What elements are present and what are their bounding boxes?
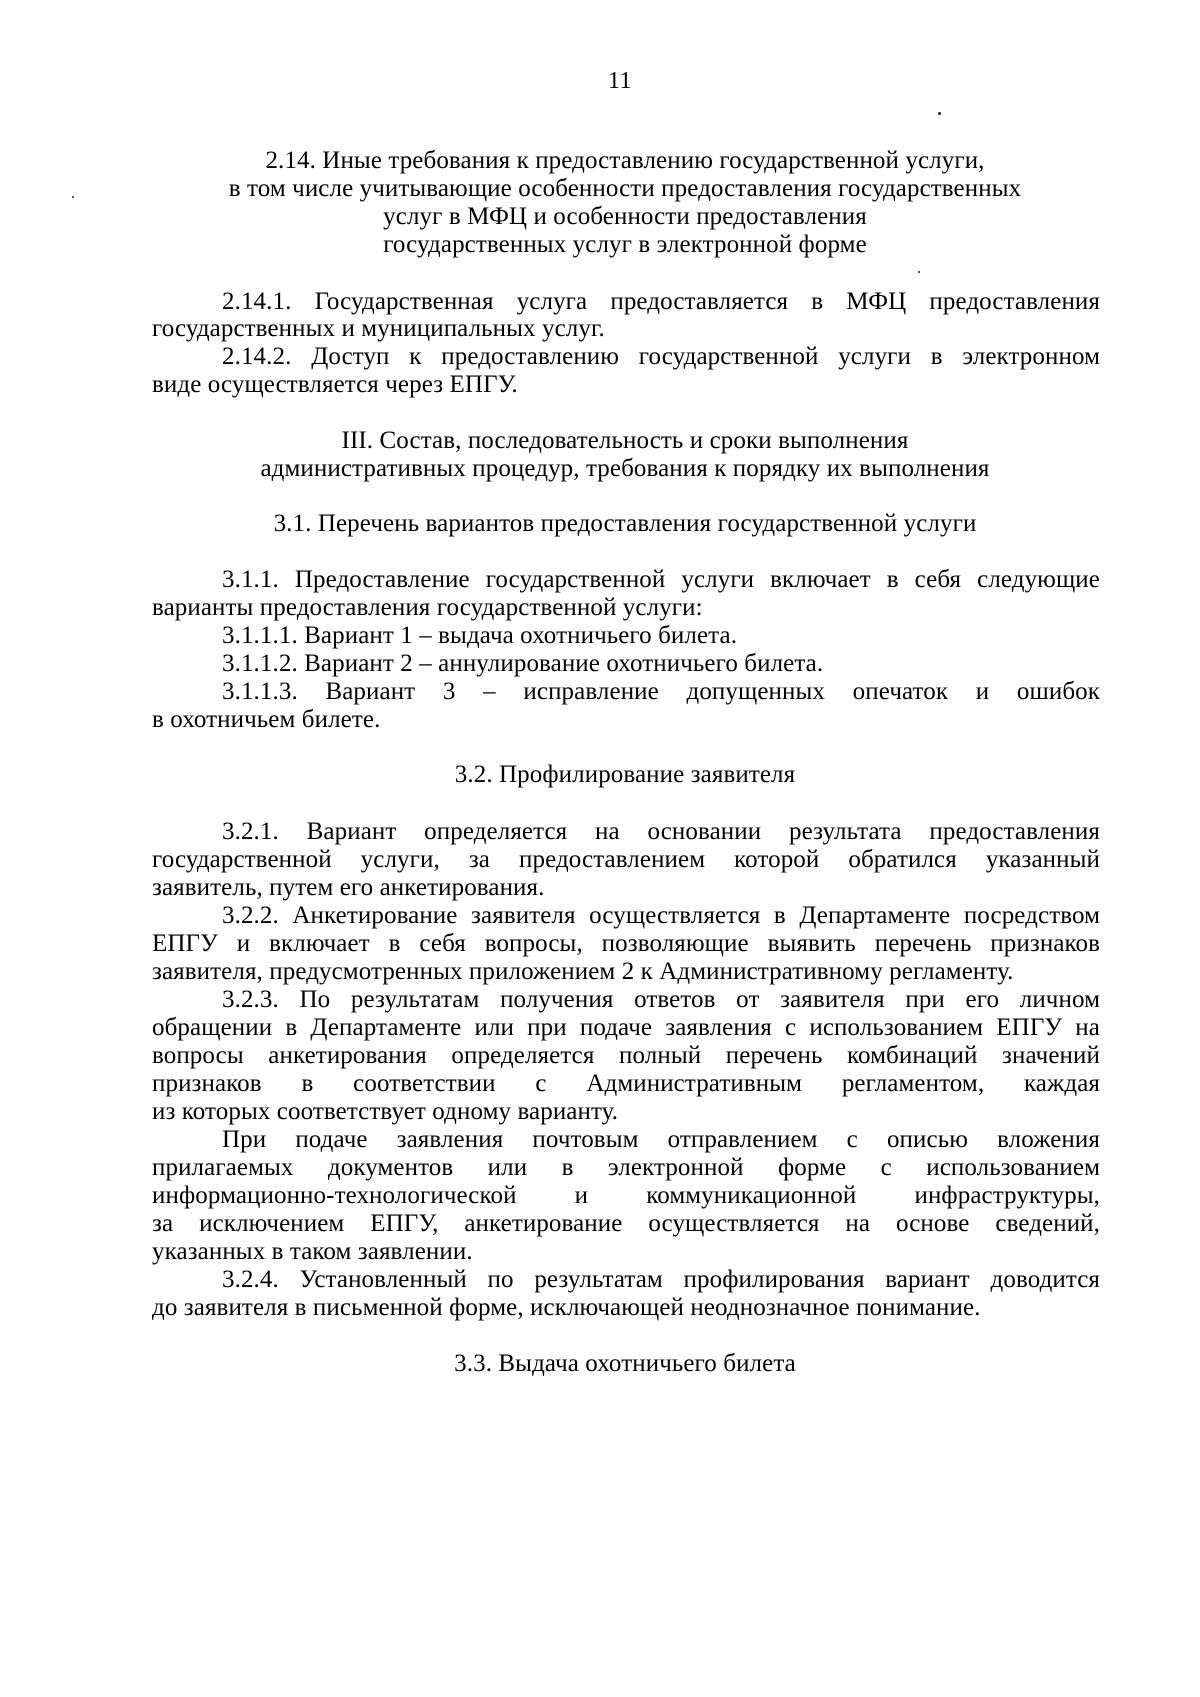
scan-speck [938,112,941,115]
paragraph-line: информационно-технологической и коммуникационной инфраструктуры, [152,1182,1100,1209]
paragraph-line: 3.2.1. Вариант определяется на основании результата предоставления [222,818,1100,845]
paragraph-line: обращении в Департаменте или при подаче заявления с использованием ЕПГУ на [152,1014,1100,1041]
heading-line: 2.14. Иные требования к предоставлению государственной услуги, [265,147,985,174]
paragraph-line: При подаче заявления почтовым отправлением с описью вложения [222,1126,1100,1153]
heading-line: III. Состав, последовательность и сроки выполнения [341,427,909,454]
section-3-1-heading: 3.1. Перечень вариантов предоставления государственной услуги [273,510,977,537]
paragraph-line: в охотничьем билете. [152,706,381,733]
heading-line: административных процедур, требования к порядку их выполнения [260,455,990,482]
paragraph-line: варианты предоставления государственной услуги: [152,594,703,621]
paragraph-line: до заявителя в письменной форме, исключающей неоднозначное понимание. [152,1294,981,1321]
scan-speck [918,271,920,273]
paragraph-line: 2.14.1. Государственная услуга предоставляется в МФЦ предоставления [222,288,1100,315]
variant-2: 3.1.1.2. Вариант 2 – аннулирование охотничьего билета. [222,650,824,677]
paragraph-line: ЕПГУ и включает в себя вопросы, позволяющие выявить перечень признаков [152,930,1100,957]
paragraph-line: 3.2.2. Анкетирование заявителя осуществляется в Департаменте посредством [222,902,1100,929]
paragraph-line: вопросы анкетирования определяется полный перечень комбинаций значений [152,1042,1100,1069]
variant-1: 3.1.1.1. Вариант 1 – выдача охотничьего билета. [222,622,738,649]
scan-speck [72,196,74,198]
paragraph-line: из которых соответствует одному варианту. [152,1098,619,1125]
paragraph-line: за исключением ЕПГУ, анкетирование осуществляется на основе сведений, [152,1210,1100,1237]
paragraph-line: 3.2.4. Установленный по результатам профилирования вариант доводится [222,1266,1100,1293]
paragraph-line: 3.1.1. Предоставление государственной услуги включает в себя следующие [222,566,1100,593]
page-number: 11 [607,68,633,94]
paragraph-line: признаков в соответствии с Административным регламентом, каждая [152,1070,1100,1097]
paragraph-line: государственной услуги, за предоставлением которой обратился указанный [152,846,1100,873]
paragraph-line: 3.2.3. По результатам получения ответов от заявителя при его личном [222,986,1100,1013]
paragraph-line: 3.1.1.3. Вариант 3 – исправление допущенных опечаток и ошибок [222,678,1100,705]
section-3-3-heading: 3.3. Выдача охотничьего билета [454,1350,796,1377]
paragraph-line: виде осуществляется через ЕПГУ. [152,371,518,398]
paragraph-line: прилагаемых документов или в электронной форме с использованием [152,1154,1100,1181]
heading-line: в том числе учитывающие особенности предоставления государственных [228,175,1022,202]
heading-line: услуг в МФЦ и особенности предоставления [383,203,867,230]
section-3-2-heading: 3.2. Профилирование заявителя [454,761,796,788]
paragraph-line: заявителя, предусмотренных приложением 2 к Административному регламенту. [152,958,1014,985]
paragraph-line: 2.14.2. Доступ к предоставлению государственной услуги в электронном [222,343,1100,370]
paragraph-line: заявитель, путем его анкетирования. [152,874,545,901]
paragraph-line: государственных и муниципальных услуг. [152,315,605,342]
heading-line: государственных услуг в электронной форме [383,231,867,258]
paragraph-line: указанных в таком заявлении. [152,1238,473,1265]
